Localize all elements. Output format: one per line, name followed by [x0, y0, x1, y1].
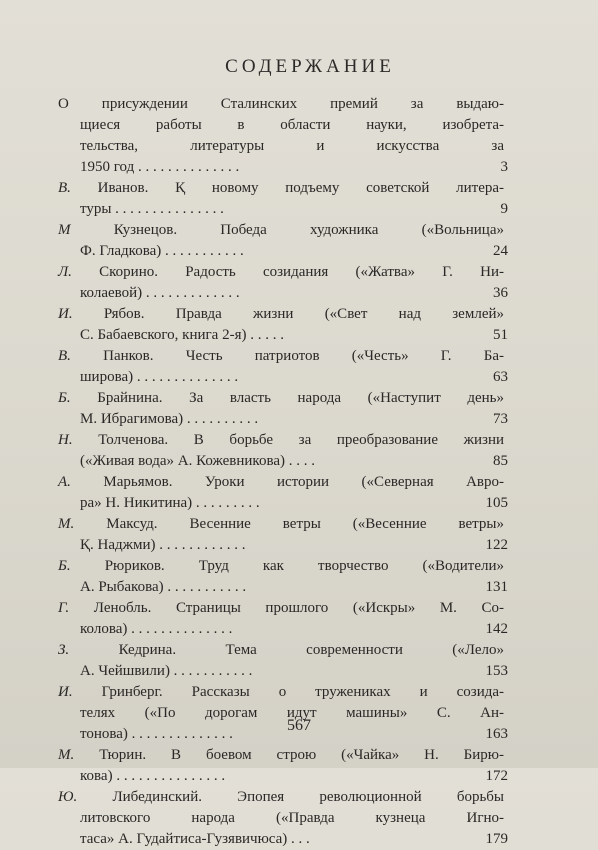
entry-text-line: Қ. Наджми) . . . . . . . . . . . .	[80, 537, 246, 553]
entry-text-line: Максуд. Весенние ветры («Весенние ветры»	[106, 516, 505, 532]
toc-entry	[58, 94, 508, 178]
entry-text-line: Ленобль. Страницы прошлого («Искры» М. Со-	[93, 600, 505, 616]
entry-page-number: 163	[485, 726, 508, 742]
toc-entry	[58, 178, 508, 220]
entry-text-line: Брайнина. За власть народа («Наступит день»	[97, 390, 504, 406]
entry-author-initial: М.	[58, 747, 75, 763]
entry-page-number: 36	[493, 285, 508, 301]
page-title: СОДЕРЖАНИЕ	[225, 56, 395, 77]
entry-author-initial: В.	[58, 348, 71, 364]
entry-text-line: С. Бабаевского, книга 2-я) . . . . .	[80, 327, 284, 343]
entry-author-initial: Ю.	[58, 789, 78, 805]
entry-page-number: 131	[485, 579, 508, 595]
entry-page-number: 73	[493, 411, 508, 427]
entry-author-initial: Л.	[58, 264, 72, 280]
entry-author-initial: А.	[58, 474, 71, 490]
toc-entry	[58, 787, 508, 850]
entry-text-line: кова) . . . . . . . . . . . . . . .	[80, 768, 226, 784]
entry-text-line: телях («По дорогам идут машины» С. Ан-	[80, 705, 504, 721]
entry-text-line: Кузнецов. Победа художника («Вольница»	[113, 222, 504, 238]
entry-page-number: 105	[485, 495, 508, 511]
entry-author-initial: З.	[58, 642, 70, 658]
entry-author-initial: И.	[58, 306, 73, 322]
entry-page-number: 51	[493, 327, 508, 343]
entry-text-line: Марьямов. Уроки истории («Северная Авро-	[103, 474, 505, 490]
toc-entry	[58, 682, 508, 745]
entry-text-line: Толченова. В борьбе за преобразование жизни	[98, 432, 505, 448]
toc-entry	[58, 514, 508, 556]
entry-text-line: Рябов. Правда жизни («Свет над землей»	[103, 306, 505, 322]
entry-text-line: А. Рыбакова) . . . . . . . . . . .	[80, 579, 247, 595]
toc-entry	[58, 346, 508, 388]
entry-author-initial: Б.	[58, 558, 71, 574]
toc-entry	[58, 304, 508, 346]
toc-entry	[58, 262, 508, 304]
toc-entry	[58, 388, 508, 430]
entry-text-line: туры . . . . . . . . . . . . . . .	[80, 201, 224, 217]
entry-author-initial: Б.	[58, 390, 71, 406]
entry-text-line: А. Чейшвили) . . . . . . . . . . .	[80, 663, 253, 679]
toc-entry	[58, 640, 508, 682]
toc-entry	[58, 430, 508, 472]
page-number: 567	[287, 717, 311, 734]
entry-page-number: 24	[493, 243, 508, 259]
entry-page-number: 172	[485, 768, 508, 784]
entry-text-line: Тюрин. В боевом строю («Чайка» Н. Бирю-	[99, 747, 505, 763]
toc-entry	[58, 472, 508, 514]
entry-page-number: 85	[493, 453, 508, 469]
entry-page-number: 142	[485, 621, 508, 637]
entry-text-line: М. Ибрагимова) . . . . . . . . . .	[80, 411, 259, 427]
entry-text-line: ра» Н. Никитина) . . . . . . . . .	[80, 495, 260, 511]
entry-text-line: («Живая вода» А. Кожевникова) . . . .	[80, 453, 315, 469]
entry-text-line: тельства, литературы и искусства за	[80, 138, 504, 154]
entry-text-line: Ф. Гладкова) . . . . . . . . . . .	[80, 243, 244, 259]
entry-text-line: колова) . . . . . . . . . . . . . .	[80, 621, 233, 637]
entry-text-line: Гринберг. Рассказы о тружениках и созида-	[101, 684, 505, 700]
entry-text-line: Рюриков. Труд как творчество («Водители»	[104, 558, 505, 574]
entry-author-initial: Н.	[58, 432, 73, 448]
entry-text-line: широва) . . . . . . . . . . . . . .	[80, 369, 239, 385]
entry-author-initial: И.	[58, 684, 73, 700]
entry-text-line: тонова) . . . . . . . . . . . . . .	[80, 726, 233, 742]
table-of-contents	[58, 94, 508, 850]
entry-page-number: 3	[500, 159, 508, 175]
entry-text-line: литовского народа («Правда кузнеца Игно-	[80, 810, 504, 826]
entry-text-line: щиеся работы в области науки, изобрета-	[80, 117, 504, 133]
entry-page-number: 153	[485, 663, 508, 679]
entry-page-number: 122	[485, 537, 508, 553]
toc-entry	[58, 556, 508, 598]
entry-page-number: 9	[500, 201, 508, 217]
toc-entry	[58, 220, 508, 262]
entry-author-initial: Г.	[58, 600, 70, 616]
entry-page-number: 63	[493, 369, 508, 385]
toc-entry	[58, 745, 508, 787]
entry-text-line: Кедрина. Тема современности («Лело»	[118, 642, 504, 658]
entry-page-number: 179	[485, 831, 508, 847]
entry-text-line: Иванов. Қ новому подъему советской литера-	[97, 180, 505, 196]
entry-author-initial: В.	[58, 180, 71, 196]
entry-author-initial: М	[58, 222, 71, 238]
entry-text-line: Панков. Честь патриотов («Честь» Г. Ба-	[103, 348, 505, 364]
entry-text-line: колаевой) . . . . . . . . . . . . .	[80, 285, 240, 301]
entry-author-initial: М.	[58, 516, 75, 532]
entry-text-line: Скорино. Радость созидания («Жатва» Г. Ни-	[99, 264, 504, 280]
entry-text-line: О присуждении Сталинских премий за выдаю-	[58, 96, 504, 112]
toc-entry	[58, 598, 508, 640]
entry-text-line: таса» А. Гудайтиса-Гузявичюса) . . .	[80, 831, 310, 847]
entry-text-line: 1950 год . . . . . . . . . . . . . .	[80, 159, 240, 175]
entry-text-line: Либединский. Эпопея революционной борьбы	[112, 789, 505, 805]
